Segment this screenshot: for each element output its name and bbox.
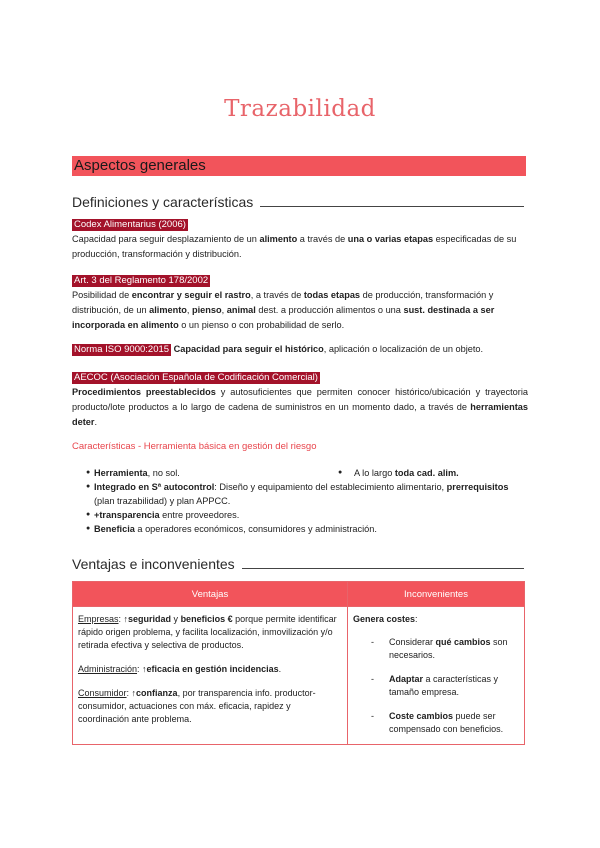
pro-text: . <box>278 664 282 674</box>
reglamento-bold: todas etapas <box>303 290 361 300</box>
reglamento-bold: animal <box>226 305 256 315</box>
pro-text: y <box>171 614 181 624</box>
pro-label: Administración <box>78 664 138 674</box>
con-text: Considerar <box>389 637 436 647</box>
pro-label: Empresas <box>78 614 119 624</box>
pros-cons-table <box>72 581 525 745</box>
item-text: entre proveedores. <box>159 510 240 520</box>
reglamento-text: , a través de <box>250 290 304 300</box>
reglamento-bold: sust. destinada a ser incorporada en alimento <box>72 305 495 330</box>
list-item <box>353 636 519 662</box>
aecoc-definition <box>72 370 528 430</box>
iso-definition <box>72 342 528 357</box>
characteristics-list <box>72 466 528 536</box>
pro-text: : ↑ <box>118 614 129 624</box>
pro-administracion <box>78 663 342 676</box>
cons-list <box>353 636 519 736</box>
codex-bold: una o varias etapas <box>347 234 434 244</box>
aecoc-tag: AECOC (Asociación Española de Codificación Comercial) <box>74 372 318 383</box>
item-text: A lo largo <box>354 468 395 478</box>
con-bold: Adaptar <box>389 674 424 684</box>
reglamento-text: de producción, transformación y distribución, de un <box>72 290 494 315</box>
subheading-ventajas: Ventajas e inconvenientes <box>72 556 235 572</box>
iso-text: , aplicación o localización de un objeto. <box>323 344 484 354</box>
list-item <box>72 480 528 508</box>
reglamento-text: dest. a producción alimentos o una <box>255 305 404 315</box>
cons-heading-colon: : <box>415 614 418 624</box>
pro-text: : ↑ <box>126 688 137 698</box>
iso-tag: Norma ISO 9000:2015 <box>74 344 170 355</box>
codex-text: Capacidad para seguir desplazamiento de un <box>72 234 260 244</box>
item-text: , no sol. <box>147 468 180 478</box>
list-item <box>353 710 519 736</box>
page-title: Trazabilidad <box>224 96 376 122</box>
pro-empresas <box>78 613 342 652</box>
item-bold: prerrequisitos <box>446 482 509 492</box>
con-text: puede ser compensado con beneficios. <box>389 711 504 734</box>
aecoc-bold: herramientas deter <box>72 402 528 427</box>
column-header-ventajas: Ventajas <box>73 582 348 607</box>
reglamento-text: Posibilidad de <box>72 290 132 300</box>
reglamento-tag: Art. 3 del Reglamento 178/2002 <box>74 275 209 286</box>
pro-bold: seguridad <box>128 614 172 624</box>
pro-consumidor <box>78 687 342 726</box>
pro-bold: confianza <box>136 688 178 698</box>
item-bold: Integrado en Sª autocontrol <box>94 482 215 492</box>
pros-cell <box>73 607 348 745</box>
pro-bold: beneficios € <box>180 614 233 624</box>
iso-bold: Capacidad para seguir el histórico <box>173 344 324 354</box>
column-header-inconvenientes: Inconvenientes <box>348 582 525 607</box>
item-text: a operadores económicos, consumidores y administración. <box>134 524 377 534</box>
codex-definition <box>72 217 528 262</box>
codex-bold: alimento <box>259 234 298 244</box>
reglamento-bold: encontrar y seguir el rastro <box>131 290 251 300</box>
pro-text: : ↑ <box>137 664 147 674</box>
section-heading-aspectos-generales: Aspectos generales <box>72 156 526 176</box>
subheading-rule <box>260 206 524 207</box>
reglamento-text: , <box>186 305 193 315</box>
aecoc-text: y autosuficientes que permiten conocer histórico/ubicación y trayectoria producto/lote productos a lo largo de cadena de suministros en un momento dado, a través de <box>72 387 528 412</box>
con-text: a características y tamaño empresa. <box>389 674 499 697</box>
item-text: (plan trazabilidad) y plan APPCC. <box>94 496 231 506</box>
reglamento-definition <box>72 273 528 333</box>
reglamento-bold: alimento <box>149 305 187 315</box>
codex-text: a través de <box>297 234 348 244</box>
pro-text: , por transparencia info. productor-consumidor, actuaciones con máx. eficacia, rapidez y coordinación ante problema. <box>78 688 316 724</box>
bullet-icon: ● <box>338 469 343 476</box>
codex-text: especificadas de su producción, transformación y distribución. <box>72 234 517 259</box>
cons-cell <box>348 607 525 745</box>
item-bold: +transparencia <box>94 510 160 520</box>
cons-heading-bold: Genera costes <box>353 614 416 624</box>
pro-label: Consumidor <box>78 688 127 698</box>
con-text: son necesarios. <box>389 637 508 660</box>
aecoc-bold: Procedimientos preestablecidos <box>72 387 216 397</box>
con-bold: Coste cambios <box>389 711 454 721</box>
list-item <box>353 673 519 699</box>
list-item <box>72 508 528 522</box>
item-bold: toda cad. alim. <box>394 468 459 478</box>
reglamento-bold: pienso <box>192 305 222 315</box>
list-item <box>72 466 528 480</box>
cons-heading <box>353 613 519 626</box>
list-item <box>72 522 528 536</box>
item-text: : Diseño y equipamiento del establecimiento alimentario, <box>214 482 447 492</box>
item-bold: Herramienta <box>94 468 148 478</box>
reglamento-text: o un pienso o con probabilidad de serlo. <box>178 320 345 330</box>
pro-bold: eficacia en gestión incidencias <box>146 664 279 674</box>
item-bold: Beneficia <box>94 524 135 534</box>
aecoc-text: . <box>94 417 98 427</box>
subheading-rule <box>242 568 524 569</box>
pro-text: porque permite identificar rápido origen problema, y facilita localización, inmovilización y/o retirada efectiva y selectiva de productos. <box>78 614 337 650</box>
characteristics-heading: Características - Herramienta básica en gestión del riesgo <box>72 441 317 452</box>
codex-tag: Codex Alimentarius (2006) <box>74 219 186 230</box>
subheading-definiciones: Definiciones y características <box>72 194 254 210</box>
reglamento-text: , <box>221 305 227 315</box>
con-bold: qué cambios <box>435 637 491 647</box>
